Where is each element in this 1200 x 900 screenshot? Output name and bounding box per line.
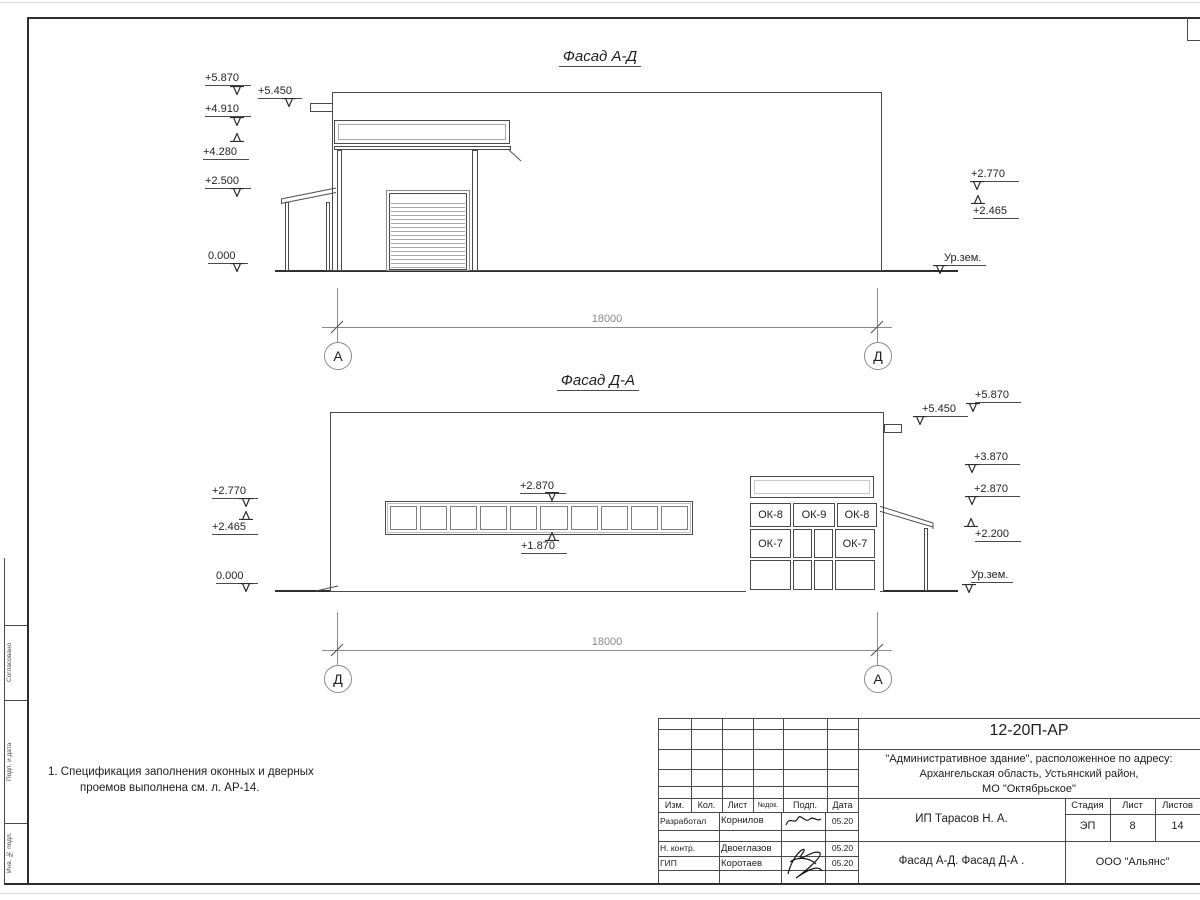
glazing-cell [750,560,791,590]
axis-bubble-d2: Д [324,665,352,693]
storefront-section [746,474,880,592]
door-leaf-left [793,529,812,558]
date-ncontrol: 05.20 [831,843,854,853]
name-korotaev: Коротаев [721,858,763,869]
rev-header-izm: Изм. [664,800,685,810]
sheets-label: Листов [1162,800,1193,811]
signboard-inner-frame [754,480,870,494]
role-ncontrol: Н. контр. [660,843,696,853]
elevation-mark-arrow-icon [965,464,979,473]
elevation-mark-arrow-icon [239,511,253,520]
pane [601,506,628,530]
elevation-mark-arrow-icon [545,532,559,541]
door-leaf-right [814,529,833,558]
elevation-mark-arrow-icon [230,263,244,272]
dimension-label: 18000 [591,313,623,325]
project-address-line2: Архангельская область, Устьянский район, [919,768,1139,780]
elevation-mark-label: +2.465 [212,521,258,535]
window-row-upper [750,503,877,527]
rev-header-list: Лист [727,800,748,810]
elevation-mark-label: +5.450 [922,403,968,417]
glazing-cell [793,560,812,590]
date-gip: 05.20 [831,858,854,868]
client-name: ИП Тарасов Н. А. [915,813,1008,825]
facade-d-a-title: Фасад Д-А [488,372,708,391]
elevation-mark-label: 0.000 [208,250,248,264]
elevation-mark-label: +2.200 [975,528,1021,542]
elevation-mark-label: +5.870 [205,72,251,86]
pane [661,506,688,530]
project-address-line3: МО "Октябрьское" [982,783,1076,795]
elevation-mark-label: +3.870 [974,451,1020,465]
elevation-mark-label: +1.870 [521,540,567,554]
window-row-lower [750,529,875,558]
glazing-cell [814,560,833,590]
elevation-mark-arrow-icon [230,188,244,197]
elevation-mark-label: Ур.зем. [971,569,1013,583]
pane [571,506,598,530]
elevation-mark-arrow-icon [970,181,984,190]
glazing-row-bottom [750,560,875,590]
signature-flourish [780,840,825,882]
sheet-label: Лист [1122,800,1143,811]
elevation-mark-label: +2.870 [974,483,1020,497]
name-dvoeglazov: Двоеглазов [721,843,772,854]
sheets-total: 14 [1171,820,1184,832]
elevation-mark-label: +4.910 [205,103,251,117]
axis-bubble-a: А [324,342,352,370]
elevation-mark-label: +5.450 [258,85,302,99]
sheet-number: 8 [1129,820,1136,832]
stage-value: ЭП [1079,820,1096,832]
pane [510,506,537,530]
window-ok9: ОК-9 [793,503,835,527]
elevation-mark-arrow-icon [933,265,947,274]
name-kornilov: Корнилов [721,815,764,826]
axis-bubble-a2: А [864,665,892,693]
storefront-signboard [750,476,874,498]
note-line-2: проемов выполнена см. л. АР-14. [80,782,260,794]
stage-label: Стадия [1071,800,1104,811]
window-ok8-right: ОК-8 [837,503,877,527]
pane [540,506,567,530]
elevation-mark-label: +2.465 [973,205,1019,219]
pane [480,506,507,530]
window-ok8-left: ОК-8 [750,503,791,527]
facade-a-d-title: Фасад А-Д [490,48,710,67]
rev-header-data: Дата [832,800,853,810]
side-strip-sign-date: Подп. и дата [6,742,13,781]
elevation-mark-label: +2.770 [212,485,258,499]
elevation-mark-arrow-icon [545,492,559,501]
pane [631,506,658,530]
side-strip-inv-no: Инв. № подл. [6,832,13,874]
sheet-title: Фасад А-Д. Фасад Д-А . [898,855,1025,867]
elevation-mark-arrow-icon [962,584,976,593]
pane [450,506,477,530]
role-gip: ГИП [660,858,677,868]
elevation-mark-label: 0.000 [216,570,258,584]
company-name: ООО "Альянс" [1095,856,1170,868]
document-code: 12-20П-АР [989,722,1069,739]
rev-header-kol: Кол. [697,800,716,810]
elevation-mark-arrow-icon [966,403,980,412]
window-ok7-left: ОК-7 [750,529,791,558]
glazing-cell [835,560,875,590]
project-address-line1: "Административное здание", расположенное по адресу: [885,753,1173,765]
window-ok7-right: ОК-7 [835,529,875,558]
elevation-mark-arrow-icon [964,518,978,527]
elevation-mark-arrow-icon [230,86,244,95]
role-developed: Разработал [660,816,707,826]
dimension-label: 18000 [591,636,623,648]
elevation-mark-label: +2.500 [205,175,251,189]
elevation-mark-arrow-icon [971,195,985,204]
note-line-1: 1. Спецификация заполнения оконных и дверных [48,766,314,778]
side-strip-approved: Согласовано [6,642,13,683]
elevation-mark-label: +2.870 [520,480,566,494]
ribbon-window-panes [390,506,688,530]
elevation-mark-arrow-icon [239,498,253,507]
elevation-mark-arrow-icon [230,133,244,142]
rev-header-podp: Подп. [793,800,817,810]
elevation-mark-arrow-icon [282,98,296,107]
elevation-mark-arrow-icon [239,583,253,592]
elevation-mark-label: +5.870 [975,389,1021,403]
signature-kornilov [782,812,825,829]
elevation-mark-arrow-icon [913,416,927,425]
date-developed: 05.20 [831,816,854,826]
pane [420,506,447,530]
rev-header-dok: №док. [757,802,779,809]
ribbon-window [385,501,693,535]
elevation-mark-label: +2.770 [971,168,1019,182]
pane [390,506,417,530]
elevation-mark-arrow-icon [230,117,244,126]
rollup-door-slats [391,200,465,268]
elevation-mark-arrow-icon [965,496,979,505]
elevation-mark-label: Ур.зем. [944,252,986,266]
axis-bubble-d: Д [864,342,892,370]
elevation-mark-label: +4.280 [203,146,249,160]
